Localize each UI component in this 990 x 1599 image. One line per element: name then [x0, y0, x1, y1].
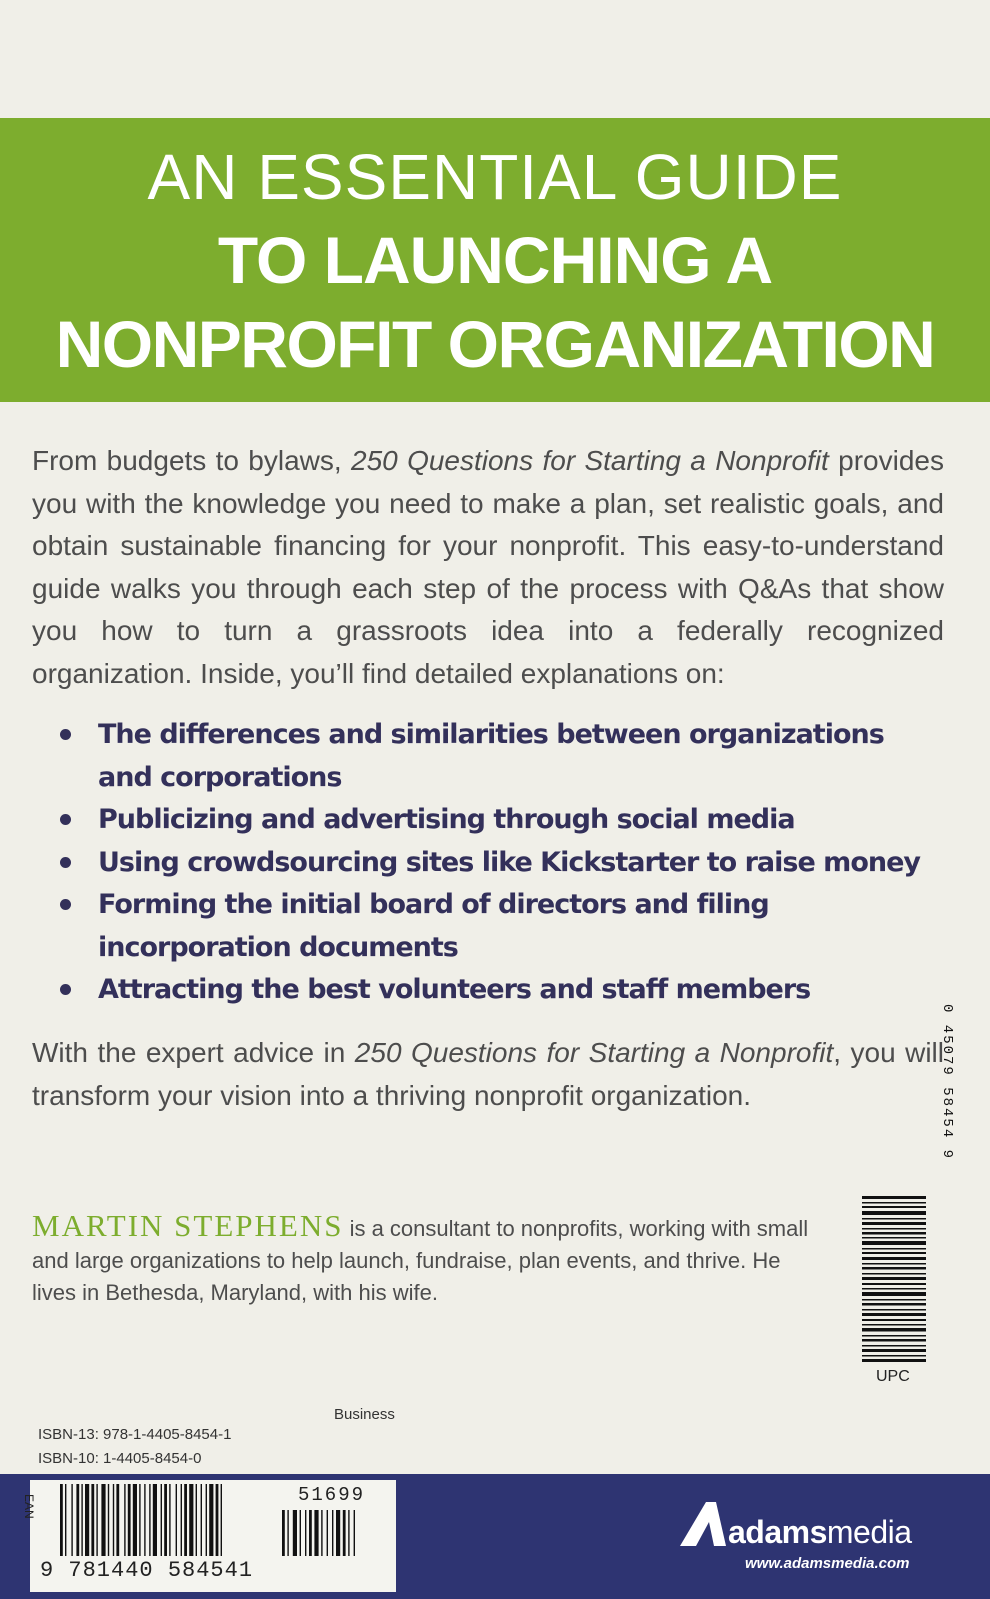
headline-line-3: NONPROFIT ORGANIZATION	[55, 307, 935, 381]
adams-a-logo-icon	[676, 1500, 736, 1550]
addon-bar	[314, 1510, 318, 1556]
isbn-10: ISBN-10: 1-4405-8454-0	[38, 1450, 202, 1467]
ean-bar	[76, 1484, 79, 1556]
author-bio-text: is a consultant to nonprofits, working with small and large organizations to help launch, fundraise, plan events, and thrive. He lives in Bethesda, Maryland, with his wife.	[32, 1216, 809, 1305]
publisher-wordmark	[728, 1514, 912, 1551]
upc-label: UPC	[876, 1368, 910, 1385]
ean-bar	[91, 1484, 94, 1556]
ean-bar	[133, 1484, 137, 1556]
feature-item	[58, 842, 938, 885]
bullet-dot-icon	[60, 984, 71, 995]
addon-bar	[287, 1510, 288, 1556]
ean-bar	[189, 1484, 193, 1556]
bullet-dot-icon	[60, 899, 71, 910]
ean-bar	[108, 1484, 109, 1556]
feature-item	[58, 799, 938, 842]
intro-text-end: provides you with the knowledge you need to make a plan, set realistic goals, and obtain sustainable financing for your nonprofit. This easy-to-understand guide walks you through each step of the process with Q&As that show you how to turn a grassroots idea into a federally recognized organization. Inside, you’ll find detailed explanations on:	[32, 445, 944, 689]
category-label: Business	[334, 1406, 395, 1423]
price-addon-digits: 51699	[298, 1484, 366, 1506]
author-name: MARTIN STEPHENS	[32, 1208, 344, 1243]
closing-text-end: , you will transform your vision into a thriving nonprofit organization.	[32, 1037, 944, 1111]
ean-bar	[206, 1484, 207, 1556]
closing-paragraph	[32, 1032, 944, 1117]
ean-bar	[113, 1484, 114, 1556]
addon-bar	[293, 1510, 297, 1556]
addon-bar	[348, 1510, 349, 1556]
ean-bar	[144, 1484, 145, 1556]
feature-item	[58, 969, 938, 1012]
upc-barcode-icon	[862, 1004, 962, 1390]
ean-bar	[101, 1484, 105, 1556]
publisher-word-light: media	[826, 1514, 912, 1550]
ean-bar	[153, 1484, 157, 1556]
intro-book-title: 250 Questions for Starting a Nonprofit	[351, 445, 829, 476]
ean-bar	[85, 1484, 89, 1556]
ean-bar	[139, 1484, 140, 1556]
ean-bar	[81, 1484, 82, 1556]
ean-tag: EAN	[22, 1494, 36, 1519]
ean-bar	[149, 1484, 150, 1556]
feature-list	[58, 714, 938, 1012]
isbn-13: ISBN-13: 978-1-4405-8454-1	[38, 1426, 232, 1443]
ean-bar	[221, 1484, 222, 1556]
publisher-url[interactable]: www.adamsmedia.com	[745, 1555, 910, 1572]
addon-bar	[336, 1510, 340, 1556]
feature-item	[58, 714, 938, 799]
addon-bar	[309, 1510, 312, 1556]
feature-text: The differences and similarities between organizations and corporations	[98, 719, 884, 793]
addon-bar	[282, 1510, 285, 1556]
publisher-word-bold: adams	[728, 1514, 827, 1550]
ean-bar	[216, 1484, 219, 1556]
addon-bar	[305, 1510, 306, 1556]
ean-digits: 9 781440 584541	[40, 1558, 254, 1583]
publisher-logo	[676, 1500, 966, 1560]
headline-line-1: AN ESSENTIAL GUIDE	[147, 141, 843, 213]
ean-bar	[65, 1484, 66, 1556]
ean-bar	[184, 1484, 187, 1556]
feature-item	[58, 884, 938, 969]
ean-bar	[181, 1484, 182, 1556]
ean-bar	[161, 1484, 162, 1556]
upc-digits: 0 45079 58454 9	[939, 1004, 955, 1161]
ean-bar	[116, 1484, 119, 1556]
ean-bar	[60, 1484, 63, 1556]
ean-bar	[96, 1484, 97, 1556]
addon-bar	[300, 1510, 301, 1556]
addon-bar	[332, 1510, 333, 1556]
feature-text: Using crowdsourcing sites like Kickstarter to raise money	[98, 846, 921, 878]
headline-line-2: TO LAUNCHING A	[217, 223, 773, 297]
closing-book-title: 250 Questions for Starting a Nonprofit	[354, 1037, 834, 1068]
intro-text-start: From budgets to bylaws,	[32, 445, 352, 476]
ean-bar	[71, 1484, 72, 1556]
bullet-dot-icon	[60, 814, 71, 825]
bullet-dot-icon	[60, 857, 71, 868]
ean-bar	[176, 1484, 177, 1556]
headline-banner	[0, 118, 990, 402]
addon-bar	[327, 1510, 328, 1556]
author-bio	[32, 1210, 822, 1309]
closing-text-start: With the expert advice in	[32, 1037, 355, 1068]
ean-bar	[169, 1484, 170, 1556]
ean-bar	[128, 1484, 131, 1556]
ean-bar	[209, 1484, 213, 1556]
ean-bar	[124, 1484, 125, 1556]
ean-bar	[201, 1484, 202, 1556]
feature-text: Publicizing and advertising through social media	[98, 804, 795, 835]
addon-bar	[321, 1510, 322, 1556]
intro-paragraph	[32, 440, 944, 695]
feature-text: Attracting the best volunteers and staff members	[98, 974, 811, 1005]
ean-bar	[196, 1484, 197, 1556]
ean-bar	[164, 1484, 167, 1556]
bullet-dot-icon	[60, 729, 71, 740]
addon-bar	[354, 1510, 355, 1556]
addon-bar	[343, 1510, 346, 1556]
feature-text: Forming the initial board of directors and filing incorporation documents	[98, 889, 769, 963]
